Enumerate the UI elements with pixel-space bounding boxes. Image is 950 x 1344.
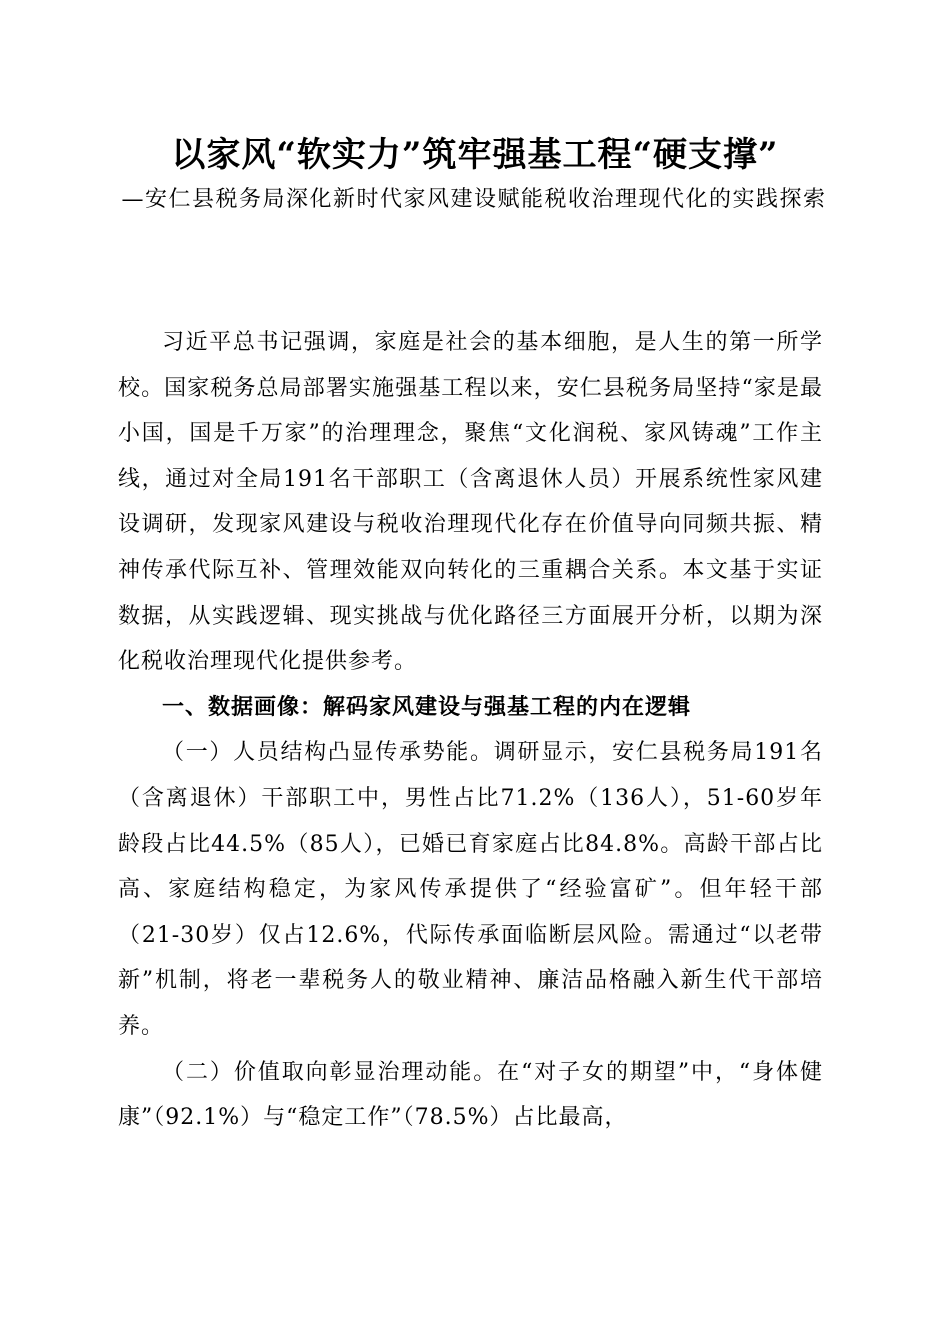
intro-paragraph: 习近平总书记强调，家庭是社会的基本细胞，是人生的第一所学校。国家税务总局部署实施强基工程以来，安仁县税务局坚持“家是最小国，国是千万家”的治理理念，聚焦“文化润税、家风铸魂”工作主线，通过对全局191名干部职工（含离退休人员）开展系统性家风建设调研，发现家风建设与税收治理现代化存在价值导向同频共振、精神传承代际互补、管理效能双向转化的三重耦合关系。本文基于实证数据，从实践逻辑、现实挑战与优化路径三方面展开分析，以期为深化税收治理现代化提供参考。 [118,330,823,675]
section-1-heading: 一、数据画像：解码家风建设与强基工程的内在逻辑 [162,694,692,720]
section-1-paragraph-2: （二）价值取向彰显治理动能。在“对子女的期望”中，“身体健康”（92.1%）与“稳定工作”（78.5%）占比最高， [118,1059,823,1131]
document-title: 以家风“软实力”筑牢强基工程“硬支撑” [171,135,779,175]
document-subtitle: —安仁县税务局深化新时代家风建设赋能税收治理现代化的实践探索 [121,187,827,212]
document-body [118,320,823,1141]
section-1-paragraph-1: （一）人员结构凸显传承势能。调研显示，安仁县税务局191名（含离退休）干部职工中，男性占比71.2%（136人），51-60岁年龄段占比44.5%（85人），已婚已育家庭占比84.8%。高龄干部占比高、家庭结构稳定，为家风传承提供了“经验富矿”。但年轻干部（21-30岁）仅占12.6%，代际传承面临断层风险。需通过“以老带新”机制，将老一辈税务人的敬业精神、廉洁品格融入新生代干部培养。 [118,740,823,1039]
